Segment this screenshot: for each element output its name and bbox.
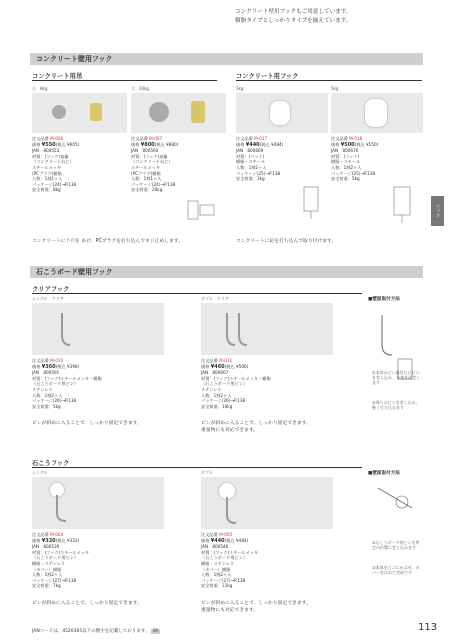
spec-block: 注文品番 M-006 価格 ¥550(税込 ¥605) JAN 800553 材質：(フック)真鍮 （コンクリートねじ） スチールメッキ (PCプラグ)樹脂 入数：1割1ヶ入 パッケージ(24)→P.138 安全荷重：8kg [32,136,80,193]
section-title-gypsum: 石こうボード壁用フック [30,266,423,278]
subheading-concrete-hook: コンクリート用フック [236,71,422,81]
hook-icon [52,311,82,351]
spec-block: 注文品番 M-018 価格 ¥500(税込 ¥550) JAN 800676 材質：(フック) 樹脂・スチール 入数：1割2ヶ入 パッケージ(25)→P.138 安全荷重：5kg [331,136,379,182]
install-diagram-icon [372,305,422,405]
spec-block-m011: 注文品番 M-011 価格 ¥460(税込 ¥506) JAN 800607 材質：(フック)スチールメッキ・樹脂 （石こうボード用ピン） ステンレス 入数：1割2ヶ入 パッケージ(26)→P.138 安全荷重：10kg [201,358,271,409]
spec-block: 注文品番 M-017 価格 ¥440(税込 ¥484) JAN 800669 材質：(フック) 樹脂・スチール 入数：1割2ヶ入 パッケージ(25)→P.138 安全荷重：3kg [236,136,284,182]
hook-icon [270,101,290,125]
footer-note: JANコードは、4520365以下の数字を記載しております。 SY [32,629,159,634]
spec-block-m005: 注文品番 M-005 価格 ¥440(税込 ¥484) JAN 800546 材質：(フック)スチールメッキ （石こうボード用ピン） 樹脂・ステンレス （カバー）樹脂 入数：1割2ヶ入 パッケージ(27)→P.138 安全荷重：11kg [201,532,259,589]
size-label: 大 20kg [131,86,149,91]
label-double-clear: ダブル クリア [201,296,229,301]
note-concrete-hanger: コンクリートに下穴を あけ、PCプラグを打ち込んでネジ止めします。 [32,239,184,244]
plug-icon [90,103,102,121]
dimension-diagram-icon [180,195,220,235]
product-photo-m004 [32,477,164,529]
size-label: 3kg [236,86,244,91]
stone-install-step-2: ②本体をピンにかぶせ、カバーをはめて完成です [372,565,420,575]
note-m005: ピンが斜めに入ることで、しっかり固定できます。 重量物にも対応できます。 [201,601,311,613]
subheading-clear-hook: クリアフック [32,284,362,294]
hanger-icon [52,105,66,119]
side-tab: フック [431,196,444,226]
subheading-stone-hook: 石こうフック [32,458,362,468]
install-diagram-icon [372,478,422,538]
subheading-concrete-hanger: コンクリート用吊 [32,71,217,81]
install-step-1: ①本体のピン取付口にピンを差し込み、本体を固定します [372,370,421,385]
spec-block-m004: 注文品番 M-004 価格 ¥320(税込 ¥352) JAN 800539 材質：(フック)スチールメッキ （石こうボード用ピン） 樹脂・ステンレス （カバー）樹脂 入数：1割2ヶ入 パッケージ(27)→P.138 安全荷重：7kg [32,532,90,589]
size-label: 5kg [331,86,339,91]
footer-badge: SY [152,629,159,634]
spec-block: 注文品番 M-007 価格 ¥800(税込 ¥880) JAN 800560 材質：(フック)真鍮 （コンクリートねじ） スチールメッキ (PCプラグ)樹脂 入数：1割1ヶ入 パッケージ(24)→P.138 安全荷重：20kg [131,136,179,193]
product-photo [131,93,226,133]
hook-icon [221,495,251,529]
install-title-stone: ■壁面取付方法 [368,471,400,476]
plug-icon [191,101,205,123]
stone-install-step-1: ①石こうボード用ピンを所定の位置に差し込みます [372,540,420,550]
install-title-clear: ■壁面取付方法 [368,297,400,302]
note-m011: ピンが斜めに入ることで、しっかり固定できます。 重量物にも対応できます。 [201,421,311,433]
double-hook-icon [219,311,259,351]
product-card-m006 [32,86,127,236]
intro-text [235,8,435,26]
note-concrete-hook: コンクリートに釘を打ち込んで取り付けます。 [236,239,337,244]
install-step-2: ②残りのピンを差し込み、軽く打ち込みます [372,400,420,410]
product-photo-m005 [201,477,333,529]
note-m004: ピンが斜めに入ることで、しっかり固定できます。 [32,601,142,606]
size-label: 小 8kg [32,86,48,91]
hook-icon [52,493,82,527]
spec-block-m010: 注文品番 M-010 価格 ¥360(税込 ¥396) JAN 800591 材質：(フック)スチールメッキ・樹脂 （石こうボード用ピン） ステンレス 入数：1割2ヶ入 パッケージ(26)→P.138 安全荷重：5kg [32,358,102,409]
hanger-icon [149,102,169,122]
section-title-concrete: コンクリート壁用フック [30,53,423,65]
hook-icon [365,99,387,127]
dimension-diagram-icon [296,183,336,223]
label-single-clear: シングル クリア [32,296,64,301]
product-photo [331,93,423,133]
intro-line-1: コンクリート壁用フックもご用意しています。 [235,9,352,15]
product-photo [32,93,127,133]
intro-line-2: 樹脂タイプとしっかりタイプを揃えています。 [235,18,352,24]
product-photo [236,93,328,133]
product-photo-m011 [201,303,333,355]
label-stone-double: ダブル [201,470,213,475]
product-photo-m010 [32,303,164,355]
note-m010: ピンが斜めに入ることで、しっかり固定できます。 [32,421,142,426]
dimension-diagram-icon [386,183,426,227]
label-stone-single: シングル [32,470,48,475]
page-number: 113 [418,622,438,633]
